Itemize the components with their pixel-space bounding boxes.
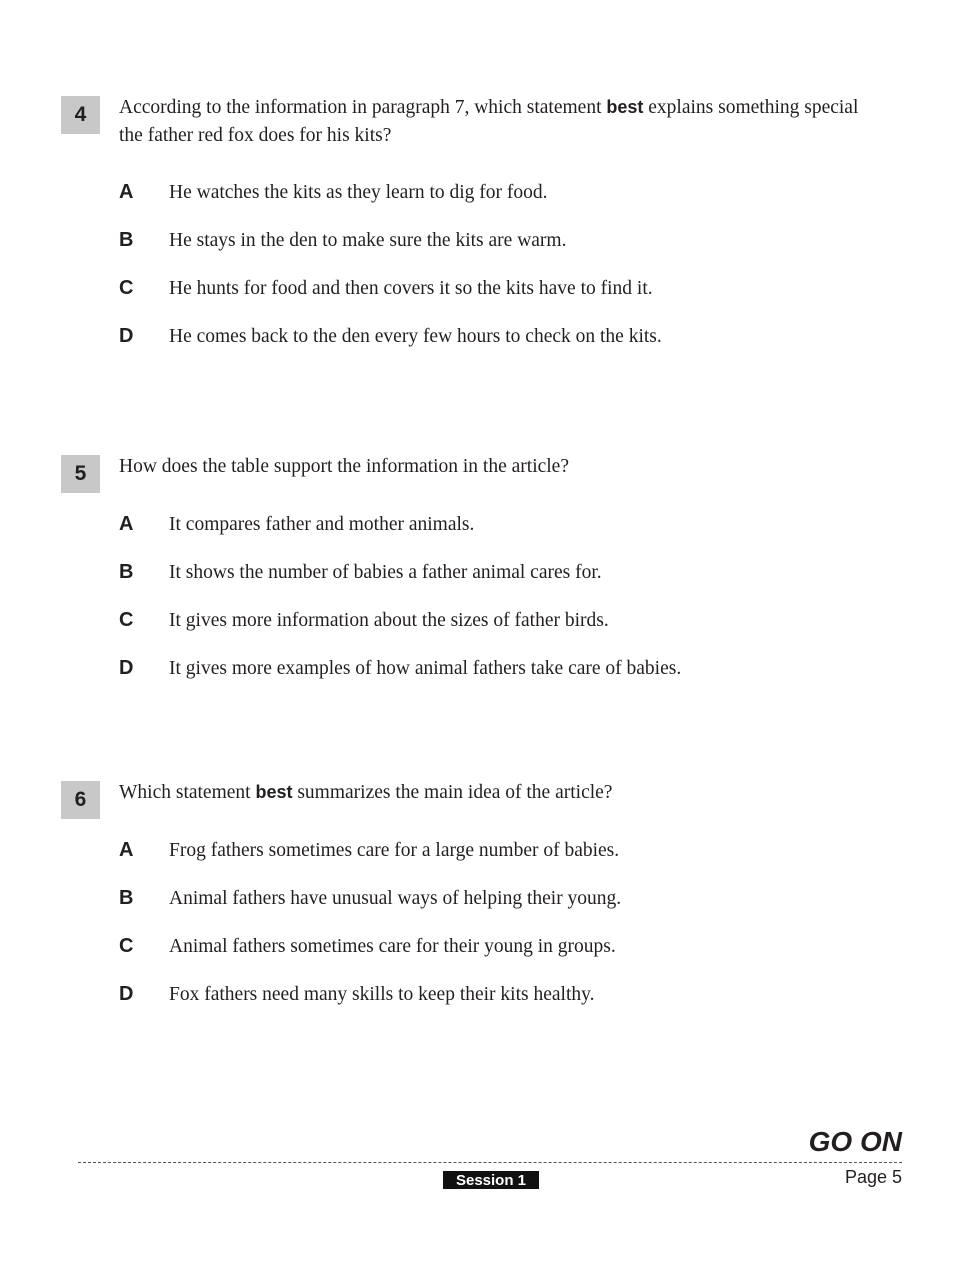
option-letter: A (119, 181, 134, 203)
question-number-badge: 5 (61, 455, 100, 493)
stem-text: summarizes the main idea of the article? (292, 782, 613, 803)
stem-text: How does the table support the information in the article? (119, 456, 569, 477)
footer-divider (78, 1162, 902, 1163)
option-text: It gives more examples of how animal fathers take care of babies. (169, 658, 682, 679)
option-text: Fox fathers need many skills to keep their kits healthy. (169, 984, 595, 1005)
option-text: It compares father and mother animals. (169, 514, 475, 535)
answer-option-a[interactable] (0, 180, 979, 210)
answer-option-c[interactable] (0, 608, 979, 638)
answer-option-d[interactable] (0, 982, 979, 1012)
answer-option-b[interactable] (0, 228, 979, 258)
option-letter: A (119, 513, 134, 535)
stem-emphasis: best (606, 97, 644, 117)
answer-option-d[interactable] (0, 656, 979, 686)
option-text: It shows the number of babies a father animal cares for. (169, 562, 602, 583)
answer-option-a[interactable] (0, 512, 979, 542)
session-badge: Session 1 (443, 1171, 539, 1189)
option-text: He stays in the den to make sure the kits are warm. (169, 230, 567, 251)
stem-text: According to the information in paragraph 7, which statement (119, 97, 607, 118)
question-number-badge: 6 (61, 781, 100, 819)
option-letter: A (119, 839, 134, 861)
question-number-badge: 4 (61, 96, 100, 134)
answer-option-c[interactable] (0, 276, 979, 306)
answer-option-b[interactable] (0, 886, 979, 916)
option-letter: C (119, 609, 134, 631)
go-on-label: GO ON (808, 1126, 902, 1157)
option-text: He hunts for food and then covers it so the kits have to find it. (169, 278, 653, 299)
option-text: Animal fathers have unusual ways of helping their young. (169, 888, 622, 909)
stem-text: Which statement (119, 782, 256, 803)
option-letter: D (119, 983, 134, 1005)
option-text: Animal fathers sometimes care for their young in groups. (169, 936, 616, 957)
stem-text: explains something special the father red fox does for his kits? (119, 97, 859, 146)
answer-option-b[interactable] (0, 560, 979, 590)
option-letter: B (119, 561, 134, 583)
option-letter: B (119, 229, 134, 251)
answer-option-c[interactable] (0, 934, 979, 964)
question-stem (119, 93, 859, 150)
option-letter: B (119, 887, 134, 909)
stem-emphasis: best (255, 782, 293, 802)
option-letter: D (119, 325, 134, 347)
option-text: Frog fathers sometimes care for a large number of babies. (169, 840, 620, 861)
question-stem (119, 452, 859, 481)
answer-option-d[interactable] (0, 324, 979, 354)
answer-option-a[interactable] (0, 838, 979, 868)
option-text: It gives more information about the sizes of father birds. (169, 610, 609, 631)
option-letter: C (119, 935, 134, 957)
option-text: He watches the kits as they learn to dig for food. (169, 182, 548, 203)
option-letter: D (119, 657, 134, 679)
option-text: He comes back to the den every few hours to check on the kits. (169, 326, 662, 347)
page-number: Page 5 (844, 1167, 902, 1187)
question-stem (119, 778, 859, 807)
option-letter: C (119, 277, 134, 299)
